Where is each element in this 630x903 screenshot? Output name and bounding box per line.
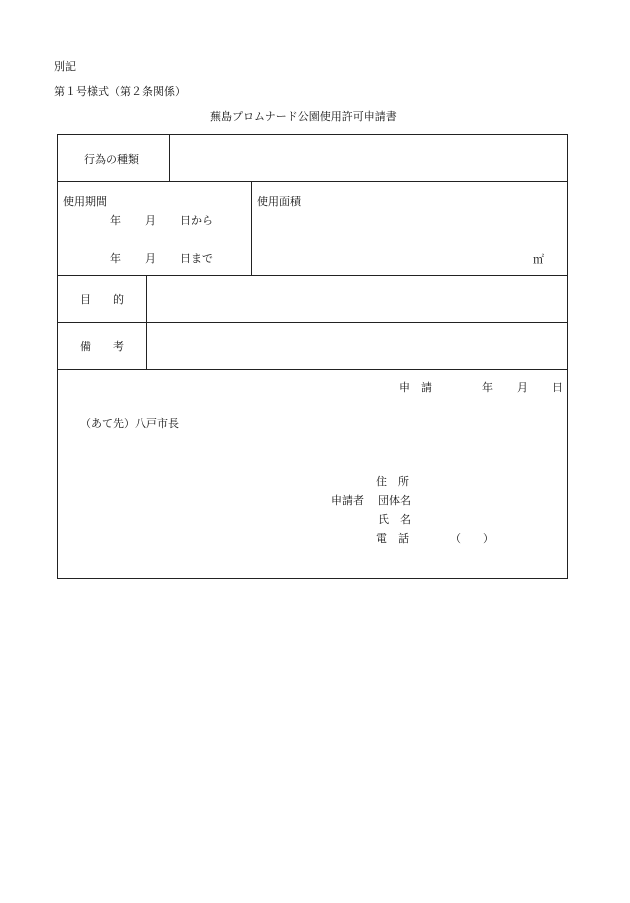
phone-parentheses: （ ） — [450, 532, 494, 545]
row-divider — [57, 322, 568, 323]
period-to-month: 月 — [145, 252, 156, 265]
purpose-field[interactable] — [149, 278, 565, 320]
row-divider — [57, 181, 568, 182]
name-field[interactable] — [418, 510, 563, 526]
application-month: 月 — [517, 381, 528, 394]
applicant-label: 申請者 — [331, 494, 364, 507]
row-divider — [57, 275, 568, 276]
period-from-month: 月 — [145, 214, 156, 227]
area-field[interactable] — [254, 210, 524, 272]
remarks-field[interactable] — [149, 325, 565, 367]
column-divider — [169, 134, 170, 181]
address-field[interactable] — [418, 472, 563, 488]
form-title: 蕪島プロムナード公園使用許可申請書 — [210, 110, 397, 123]
address-label: 住 所 — [376, 475, 409, 488]
row-divider — [57, 369, 568, 370]
area-unit: ㎡ — [533, 253, 544, 266]
addressee: （あて先）八戸市長 — [80, 417, 179, 430]
remarks-label: 備 考 — [80, 340, 124, 353]
period-from-day: 日から — [180, 214, 213, 227]
period-label: 使用期間 — [63, 195, 107, 208]
phone-label: 電 話 — [376, 532, 409, 545]
period-to-year: 年 — [110, 252, 121, 265]
application-label: 申 請 — [399, 381, 432, 394]
period-from-year: 年 — [110, 214, 121, 227]
phone-field[interactable] — [418, 529, 563, 545]
application-day: 日 — [552, 381, 563, 394]
area-label: 使用面積 — [257, 195, 301, 208]
act-type-label: 行為の種類 — [84, 153, 139, 166]
organization-field[interactable] — [418, 491, 563, 507]
organization-label: 団体名 — [378, 494, 411, 507]
period-field[interactable] — [60, 184, 248, 272]
application-year: 年 — [482, 381, 493, 394]
column-divider — [251, 181, 252, 275]
act-type-field[interactable] — [172, 137, 565, 179]
form-number: 第１号様式（第２条関係） — [54, 85, 186, 98]
name-label: 氏 名 — [378, 513, 411, 526]
purpose-label: 目 的 — [80, 293, 124, 306]
period-to-day: 日まで — [180, 252, 213, 265]
column-divider — [146, 275, 147, 369]
appendix-label: 別記 — [54, 60, 76, 73]
